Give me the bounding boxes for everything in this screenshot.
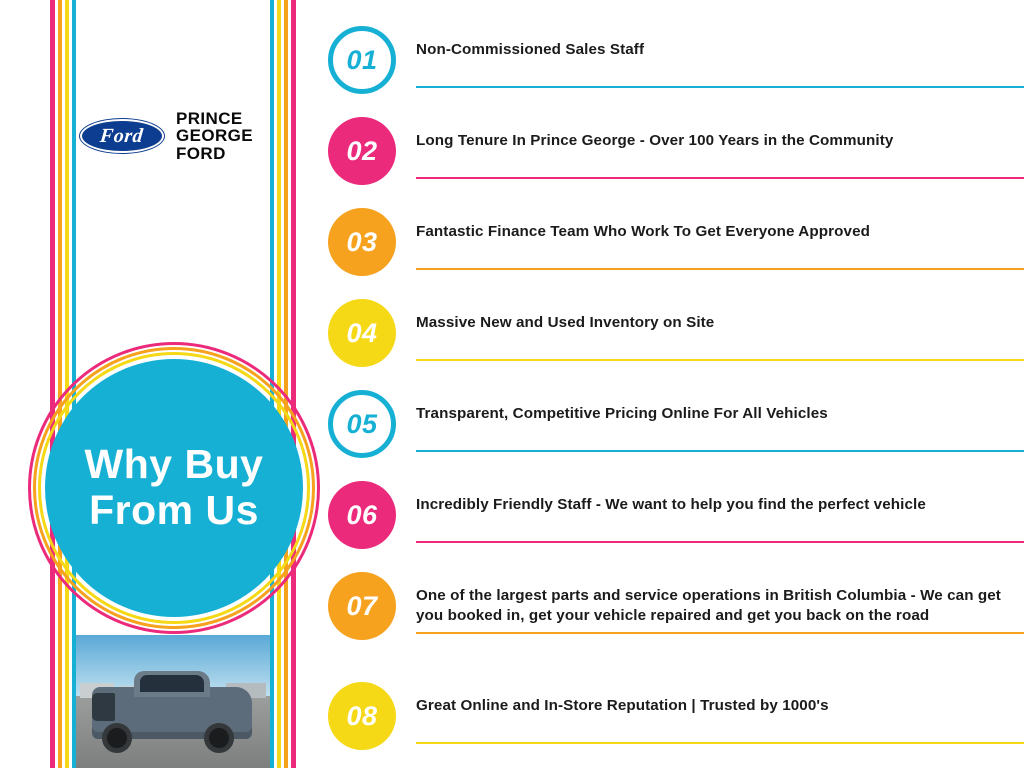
reason-text: One of the largest parts and service operations in British Columbia - We can get you booked in, get your vehicle repaired and get you back on the road [416, 587, 1001, 625]
reason-text: Long Tenure In Prince George - Over 100 Years in the Community [416, 132, 894, 149]
dealer-wordmark [176, 110, 253, 162]
truck-photo [76, 635, 270, 768]
truck-wheel-rear [204, 723, 234, 753]
reason-item [328, 202, 1024, 290]
reason-divider [416, 742, 1024, 744]
why-buy-line-2: From Us [89, 487, 259, 533]
reason-number-badge: 02 [328, 117, 396, 185]
reasons-list [328, 0, 1024, 768]
reason-divider [416, 632, 1024, 634]
reason-divider [416, 86, 1024, 88]
reason-divider [416, 177, 1024, 179]
reason-number-badge: 01 [328, 26, 396, 94]
reason-text: Transparent, Competitive Pricing Online For All Vehicles [416, 405, 828, 422]
reason-divider [416, 541, 1024, 543]
reason-text: Fantastic Finance Team Who Work To Get Everyone Approved [416, 223, 870, 240]
reason-item [328, 566, 1024, 654]
truck-wheel-front [102, 723, 132, 753]
reason-number-badge: 05 [328, 390, 396, 458]
reason-item [328, 111, 1024, 199]
brand-logo-row [80, 110, 270, 162]
truck-window [140, 675, 204, 692]
reason-text: Massive New and Used Inventory on Site [416, 314, 715, 331]
reason-divider [416, 268, 1024, 270]
reason-text: Incredibly Friendly Staff - We want to help you find the perfect vehicle [416, 496, 926, 513]
dealer-line-2: GEORGE [176, 126, 254, 146]
left-panel [0, 0, 310, 768]
dealer-line-1: PRINCE [176, 109, 243, 128]
reason-item [328, 475, 1024, 563]
ford-wordmark: Ford [99, 124, 145, 147]
reason-number-badge: 04 [328, 299, 396, 367]
why-buy-disc [45, 359, 303, 617]
why-buy-badge [28, 342, 320, 634]
why-buy-line-1: Why Buy [84, 441, 264, 488]
reason-item [328, 293, 1024, 381]
ford-oval-logo-icon [80, 119, 164, 153]
reason-divider [416, 450, 1024, 452]
reason-number-badge: 08 [328, 682, 396, 750]
reason-number-badge: 03 [328, 208, 396, 276]
reason-number-badge: 07 [328, 572, 396, 640]
reason-number-badge: 06 [328, 481, 396, 549]
reason-divider [416, 359, 1024, 361]
reason-item [328, 676, 1024, 764]
reason-text: Non-Commissioned Sales Staff [416, 41, 645, 58]
reason-item [328, 20, 1024, 108]
reason-text: Great Online and In-Store Reputation | Trusted by 1000's [416, 697, 829, 714]
truck-grille [92, 693, 115, 721]
reason-item [328, 384, 1024, 472]
dealer-line-3: FORD [176, 143, 226, 163]
